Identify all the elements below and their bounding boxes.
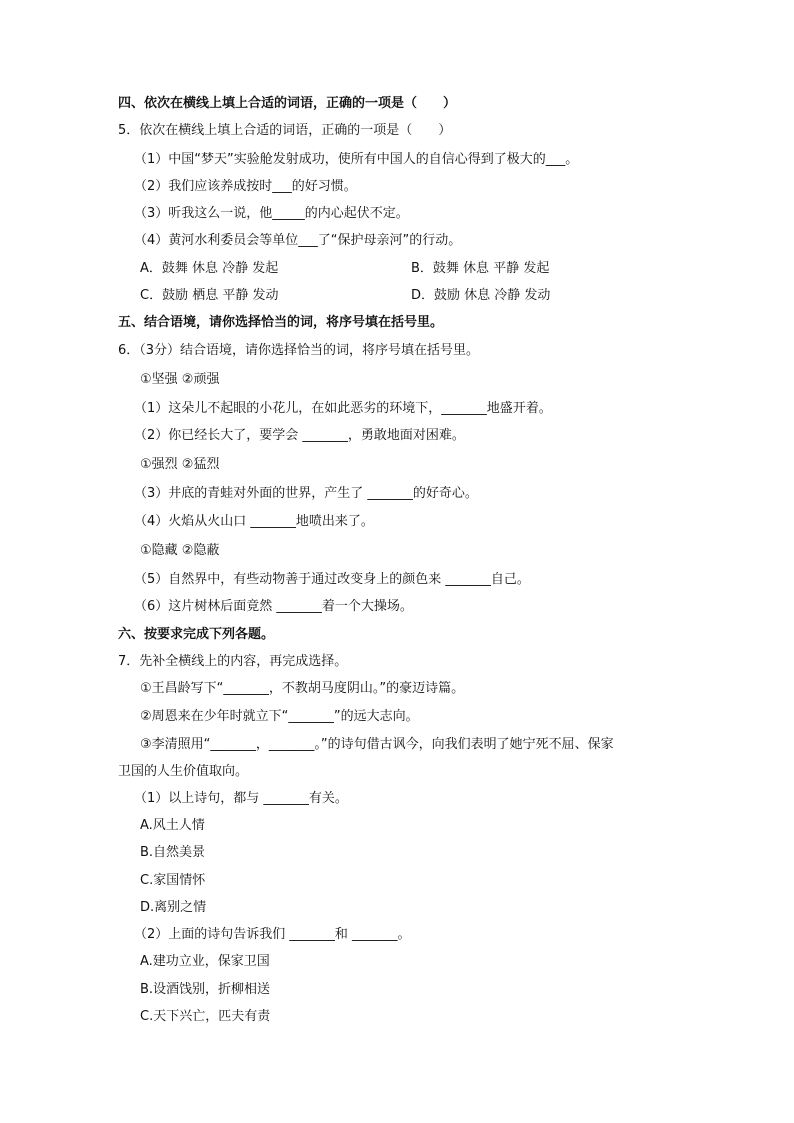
q5-option-b: B．鼓舞 休息 平静 发起	[411, 261, 550, 276]
q5-item-3: （3）听我这么一说，他_____的内心起伏不定。	[134, 206, 409, 221]
q7-sub-2-option-c: C.天下兴亡，匹夫有责	[140, 1009, 271, 1024]
q6-item-6: （6）这片树林后面竟然 _______着一个大操场。	[134, 599, 413, 614]
q7-sub-2-option-b: B.设酒饯别，折柳相送	[140, 982, 271, 997]
question-6-stem: 6．（3分）结合语境，请你选择恰当的词，将序号填在括号里。	[118, 343, 480, 358]
q7-sub-1-option-b: B.自然美景	[140, 845, 206, 860]
question-5-stem: 5．依次在横线上填上合适的词语，正确的一项是（ ）	[118, 123, 452, 138]
q6-item-1: （1）这朵儿不起眼的小花儿，在如此恶劣的环境下，_______地盛开着。	[134, 401, 552, 416]
q7-line-2: ②周恩来在少年时就立下“_______”的远大志向。	[140, 709, 419, 724]
q7-line-1: ①王昌龄写下“_______，不教胡马度阴山。”的豪迈诗篇。	[140, 681, 465, 696]
q7-sub-1: （1）以上诗句，都与 _______有关。	[134, 791, 348, 806]
q6-item-4: （4）火焰从火山口 _______地喷出来了。	[134, 514, 374, 529]
section-6-heading: 六、按要求完成下列各题。	[118, 627, 275, 642]
q7-sub-1-option-c: C.家国情怀	[140, 873, 206, 888]
q7-sub-1-option-d: D.离别之情	[140, 900, 207, 915]
q5-item-1: （1）中国“梦天”实验舱发射成功，使所有中国人的自信心得到了极大的___。	[134, 152, 579, 167]
q7-sub-2-option-a: A.建功立业，保家卫国	[140, 954, 270, 969]
section-4-heading: 四、依次在横线上填上合适的词语，正确的一项是（ ）	[118, 96, 457, 111]
q6-item-5: （5）自然界中，有些动物善于通过改变身上的颜色来 _______自己。	[134, 572, 530, 587]
q6-item-2: （2）你已经长大了，要学会 _______，勇敢地面对困难。	[134, 428, 465, 443]
q7-line-3-continued: 卫国的人生价值取向。	[118, 764, 249, 779]
q5-item-2: （2）我们应该养成按时___的好习惯。	[134, 179, 357, 194]
q5-option-a: A．鼓舞 休息 冷静 发起	[140, 261, 279, 276]
question-7-stem: 7．先补全横线上的内容，再完成选择。	[118, 654, 348, 669]
q5-option-d: D．鼓励 休息 冷静 发动	[411, 288, 551, 303]
q6-word-choice-2: ①强烈 ②猛烈	[140, 457, 220, 472]
section-5-heading: 五、结合语境，请你选择恰当的词，将序号填在括号里。	[118, 315, 444, 330]
q6-word-choice-3: ①隐藏 ②隐蔽	[140, 543, 220, 558]
q6-word-choice-1: ①坚强 ②顽强	[140, 372, 220, 387]
q5-option-c: C．鼓励 栖息 平静 发动	[140, 288, 279, 303]
q7-sub-2: （2）上面的诗句告诉我们 _______和 _______。	[134, 927, 411, 942]
q6-item-3: （3）井底的青蛙对外面的世界，产生了 _______的好奇心。	[134, 486, 478, 501]
q5-item-4: （4）黄河水利委员会等单位___了“保护母亲河”的行动。	[134, 233, 462, 248]
q7-line-3: ③李清照用“_______，_______。”的诗句借古讽今，向我们表明了她宁死不屈、保家	[140, 737, 614, 752]
q7-sub-1-option-a: A.风土人情	[140, 818, 205, 833]
